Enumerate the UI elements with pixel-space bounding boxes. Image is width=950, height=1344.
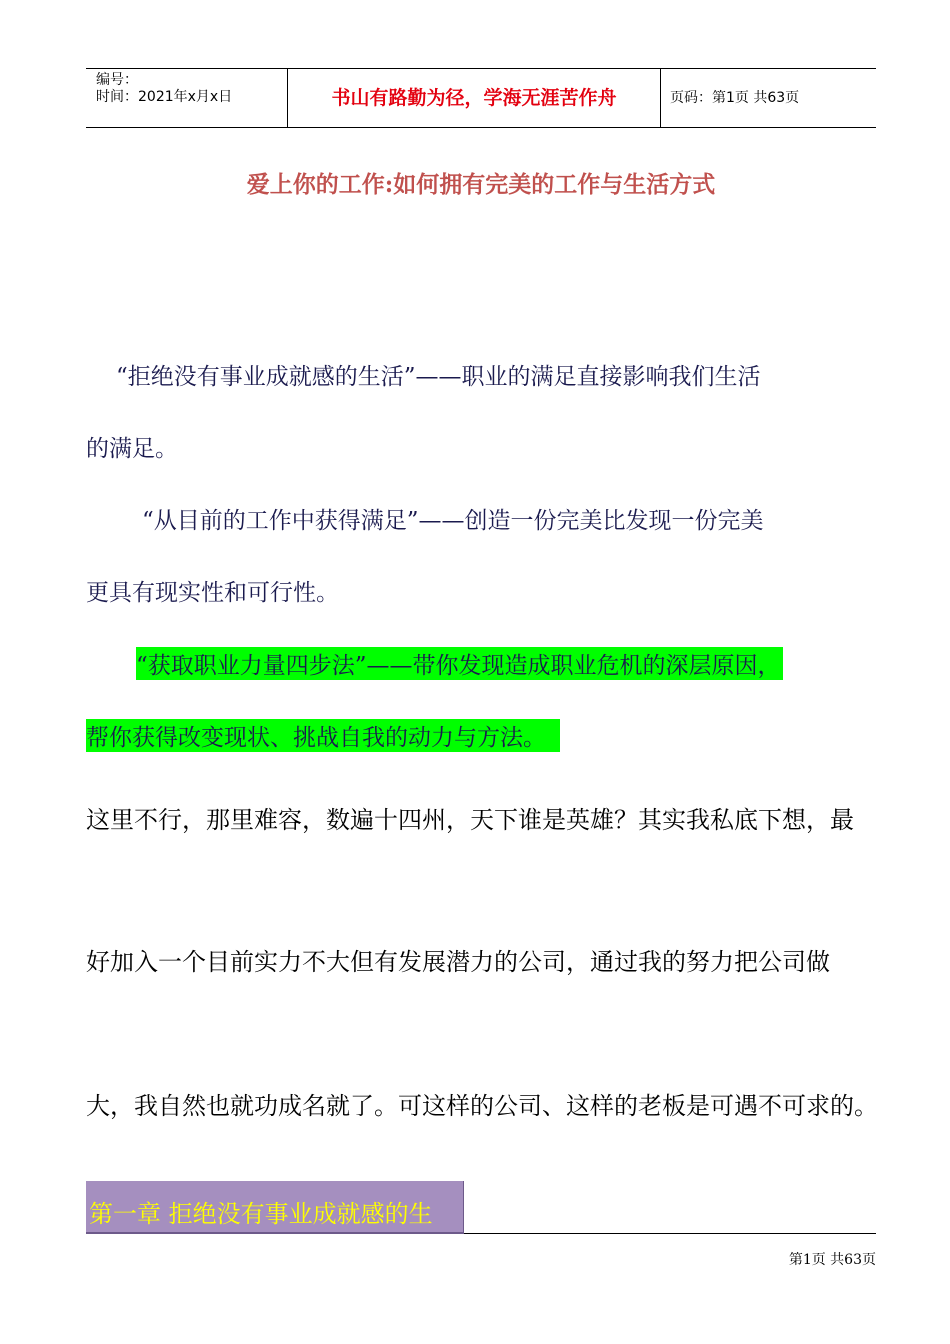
header-meta [96,72,286,106]
chapter-heading: 第一章 拒绝没有事业成就感的生 [89,1200,433,1228]
paragraph-line: “从目前的工作中获得满足”——创造一份完美比发现一份完美 [142,508,764,534]
highlighted-line: “获取职业力量四步法”——带你发现造成职业危机的深层原因， [136,647,783,680]
header-divider [660,69,661,127]
document-title: 爱上你的工作:如何拥有完美的工作与生活方式 [246,171,716,198]
body-text-line: 这里不行，那里难容，数遍十四州，天下谁是英雄？其实我私底下想，最 [86,806,854,834]
paragraph-line: “拒绝没有事业成就感的生活”——职业的满足直接影响我们生活 [116,364,761,390]
highlighted-line: 帮你获得改变现状、挑战自我的动力与方法。 [86,719,560,752]
paragraph-line: 更具有现实性和可行性。 [86,580,339,606]
body-text-line: 好加入一个目前实力不大但有发展潜力的公司，通过我的努力把公司做 [86,948,830,976]
page-header [86,68,876,128]
footer-page-number: 第1页 共63页 [788,1252,876,1268]
footer-rule [464,1233,876,1234]
document-number-label: 编号： [96,72,138,88]
paragraph-line: 的满足。 [86,436,178,462]
body-text-line: 大，我自然也就功成名就了。可这样的公司、这样的老板是可遇不可求的。 [86,1092,878,1120]
chapter-heading-box [86,1181,464,1234]
header-motto: 书山有路勤为径，学海无涯苦作舟 [331,87,617,109]
document-time-label: 时间：2021年x月x日 [96,89,233,105]
header-page-info: 页码：第1页 共63页 [670,90,800,106]
